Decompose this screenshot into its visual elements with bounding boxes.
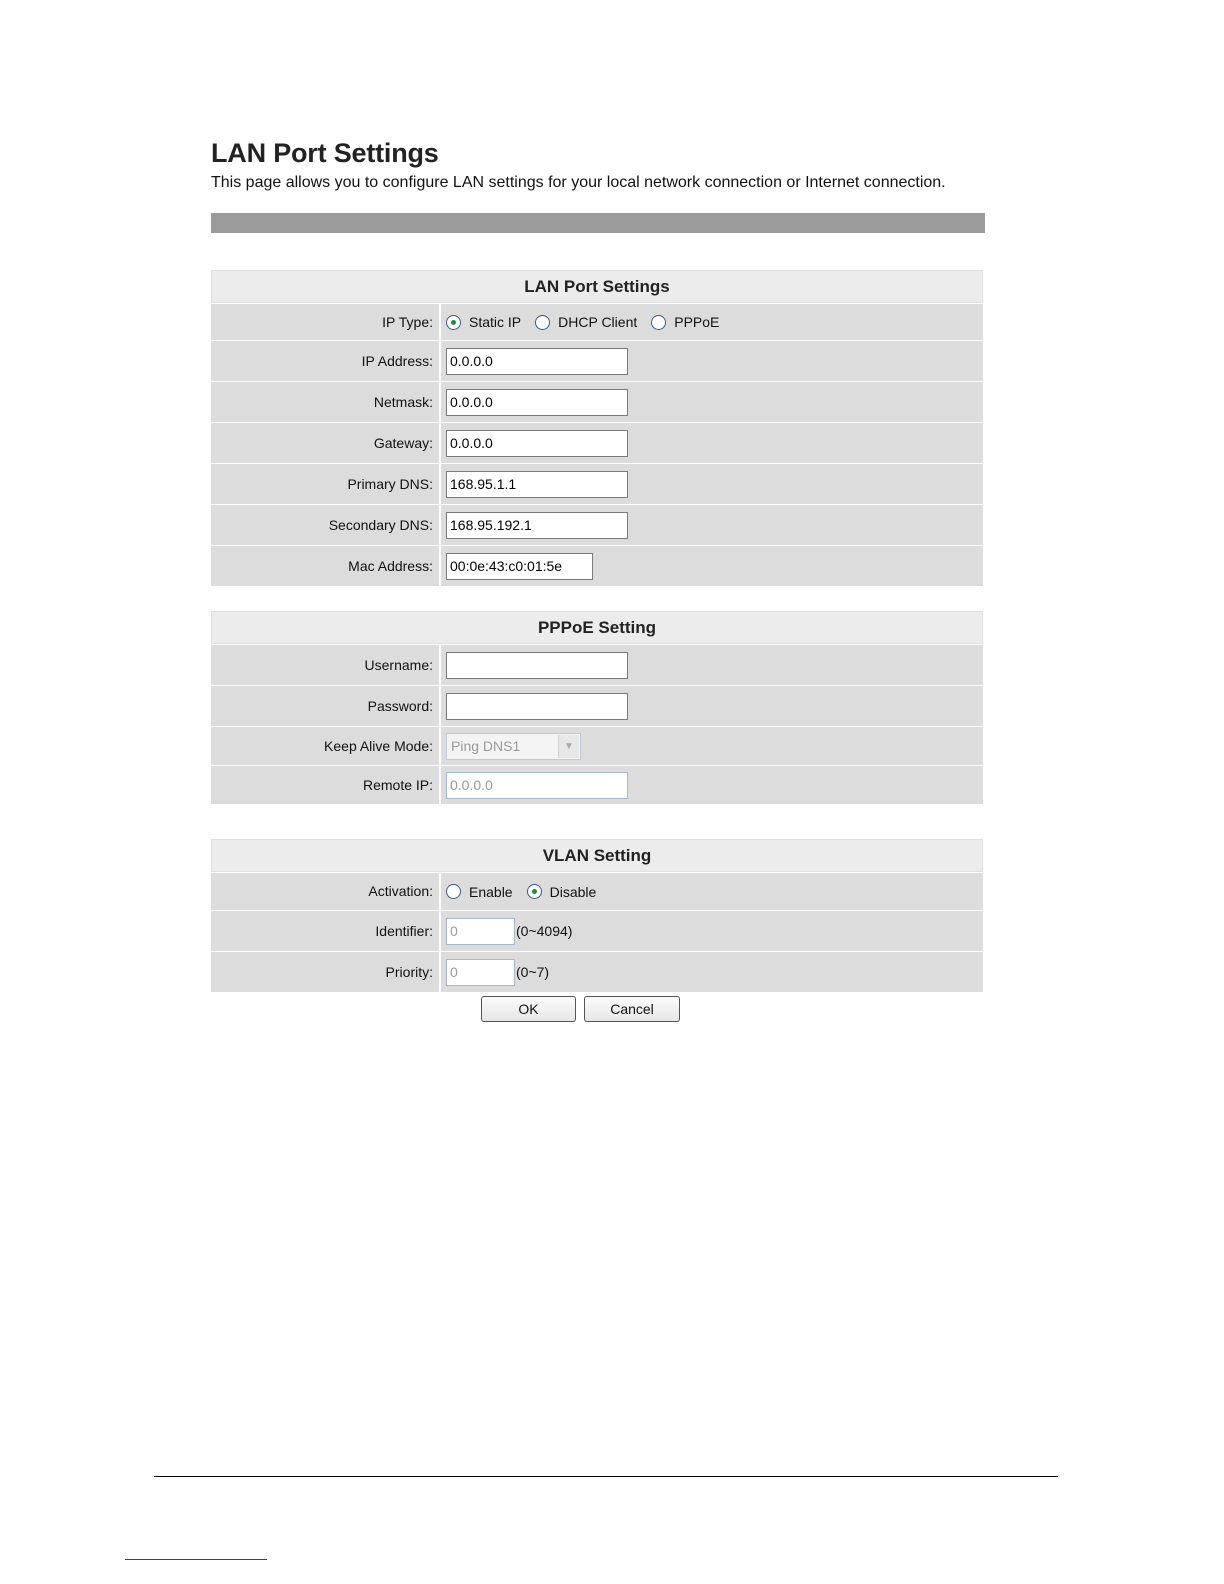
password-label: Password: (211, 686, 439, 726)
ip-type-options (441, 304, 983, 340)
dhcp-client-label: DHCP Client (558, 314, 638, 330)
remote-ip-input[interactable] (446, 772, 628, 799)
ok-button[interactable]: OK (481, 996, 576, 1022)
primary-dns-input[interactable] (446, 471, 628, 498)
gateway-input[interactable] (446, 430, 628, 457)
pppoe-section-header: PPPoE Setting (211, 611, 983, 644)
enable-radio[interactable] (446, 884, 461, 899)
mac-address-row (211, 546, 983, 586)
priority-range-hint: (0~7) (516, 964, 550, 980)
disable-label: Disable (549, 883, 597, 900)
page-description: This page allows you to configure LAN settings for your local network connection or Internet connection. (211, 174, 946, 191)
activation-enable-option[interactable] (446, 884, 513, 900)
identifier-row (211, 911, 983, 951)
netmask-label: Netmask: (211, 382, 439, 422)
secondary-dns-input[interactable] (446, 512, 628, 539)
dhcp-client-radio[interactable] (535, 315, 550, 330)
title-divider-bar (211, 213, 985, 233)
ip-type-label: IP Type: (211, 304, 439, 340)
pppoe-settings-section (211, 611, 983, 804)
activation-options (441, 873, 983, 910)
primary-dns-label: Primary DNS: (211, 464, 439, 504)
mac-address-input[interactable] (446, 553, 593, 580)
mac-address-label: Mac Address: (211, 546, 439, 586)
cancel-button[interactable]: Cancel (584, 996, 680, 1022)
enable-label: Enable (469, 883, 513, 900)
username-input[interactable] (446, 652, 628, 679)
identifier-range-hint: (0~4094) (516, 923, 573, 939)
password-row (211, 686, 983, 726)
chevron-down-icon[interactable]: ▼ (558, 735, 579, 758)
vlan-settings-section (211, 839, 983, 992)
activation-row (211, 873, 983, 910)
secondary-dns-row (211, 505, 983, 545)
pppoe-label: PPPoE (674, 314, 720, 330)
identifier-label: Identifier: (211, 911, 439, 951)
keep-alive-row (211, 727, 983, 765)
activation-disable-option[interactable] (527, 884, 597, 900)
ip-address-label: IP Address: (211, 341, 439, 381)
keep-alive-select[interactable] (446, 733, 581, 760)
ip-type-pppoe-option[interactable] (651, 314, 719, 330)
static-ip-radio[interactable] (446, 315, 461, 330)
identifier-input[interactable] (446, 918, 515, 945)
primary-dns-row (211, 464, 983, 504)
secondary-dns-label: Secondary DNS: (211, 505, 439, 545)
page-title: LAN Port Settings (211, 138, 439, 168)
disable-radio[interactable] (527, 884, 542, 899)
netmask-row (211, 382, 983, 422)
lan-settings-section (211, 270, 983, 586)
netmask-input[interactable] (446, 389, 628, 416)
footer-link-underline (125, 1559, 267, 1560)
ip-type-row (211, 304, 983, 340)
remote-ip-row (211, 766, 983, 804)
footer-divider (154, 1476, 1058, 1477)
static-ip-label: Static IP (469, 314, 522, 330)
ip-type-dhcp-option[interactable] (535, 314, 637, 330)
username-row (211, 645, 983, 685)
priority-input[interactable] (446, 959, 515, 986)
gateway-row (211, 423, 983, 463)
lan-section-header: LAN Port Settings (211, 270, 983, 303)
ip-address-input[interactable] (446, 348, 628, 375)
username-label: Username: (211, 645, 439, 685)
keep-alive-label: Keep Alive Mode: (211, 727, 439, 765)
priority-label: Priority: (211, 952, 439, 992)
vlan-section-header: VLAN Setting (211, 839, 983, 872)
remote-ip-label: Remote IP: (211, 766, 439, 804)
activation-label: Activation: (211, 873, 439, 910)
pppoe-radio[interactable] (651, 315, 666, 330)
password-input[interactable] (446, 693, 628, 720)
gateway-label: Gateway: (211, 423, 439, 463)
ip-type-static-option[interactable] (446, 314, 521, 330)
keep-alive-selected-value: Ping DNS1 (451, 738, 521, 754)
priority-row (211, 952, 983, 992)
ip-address-row (211, 341, 983, 381)
